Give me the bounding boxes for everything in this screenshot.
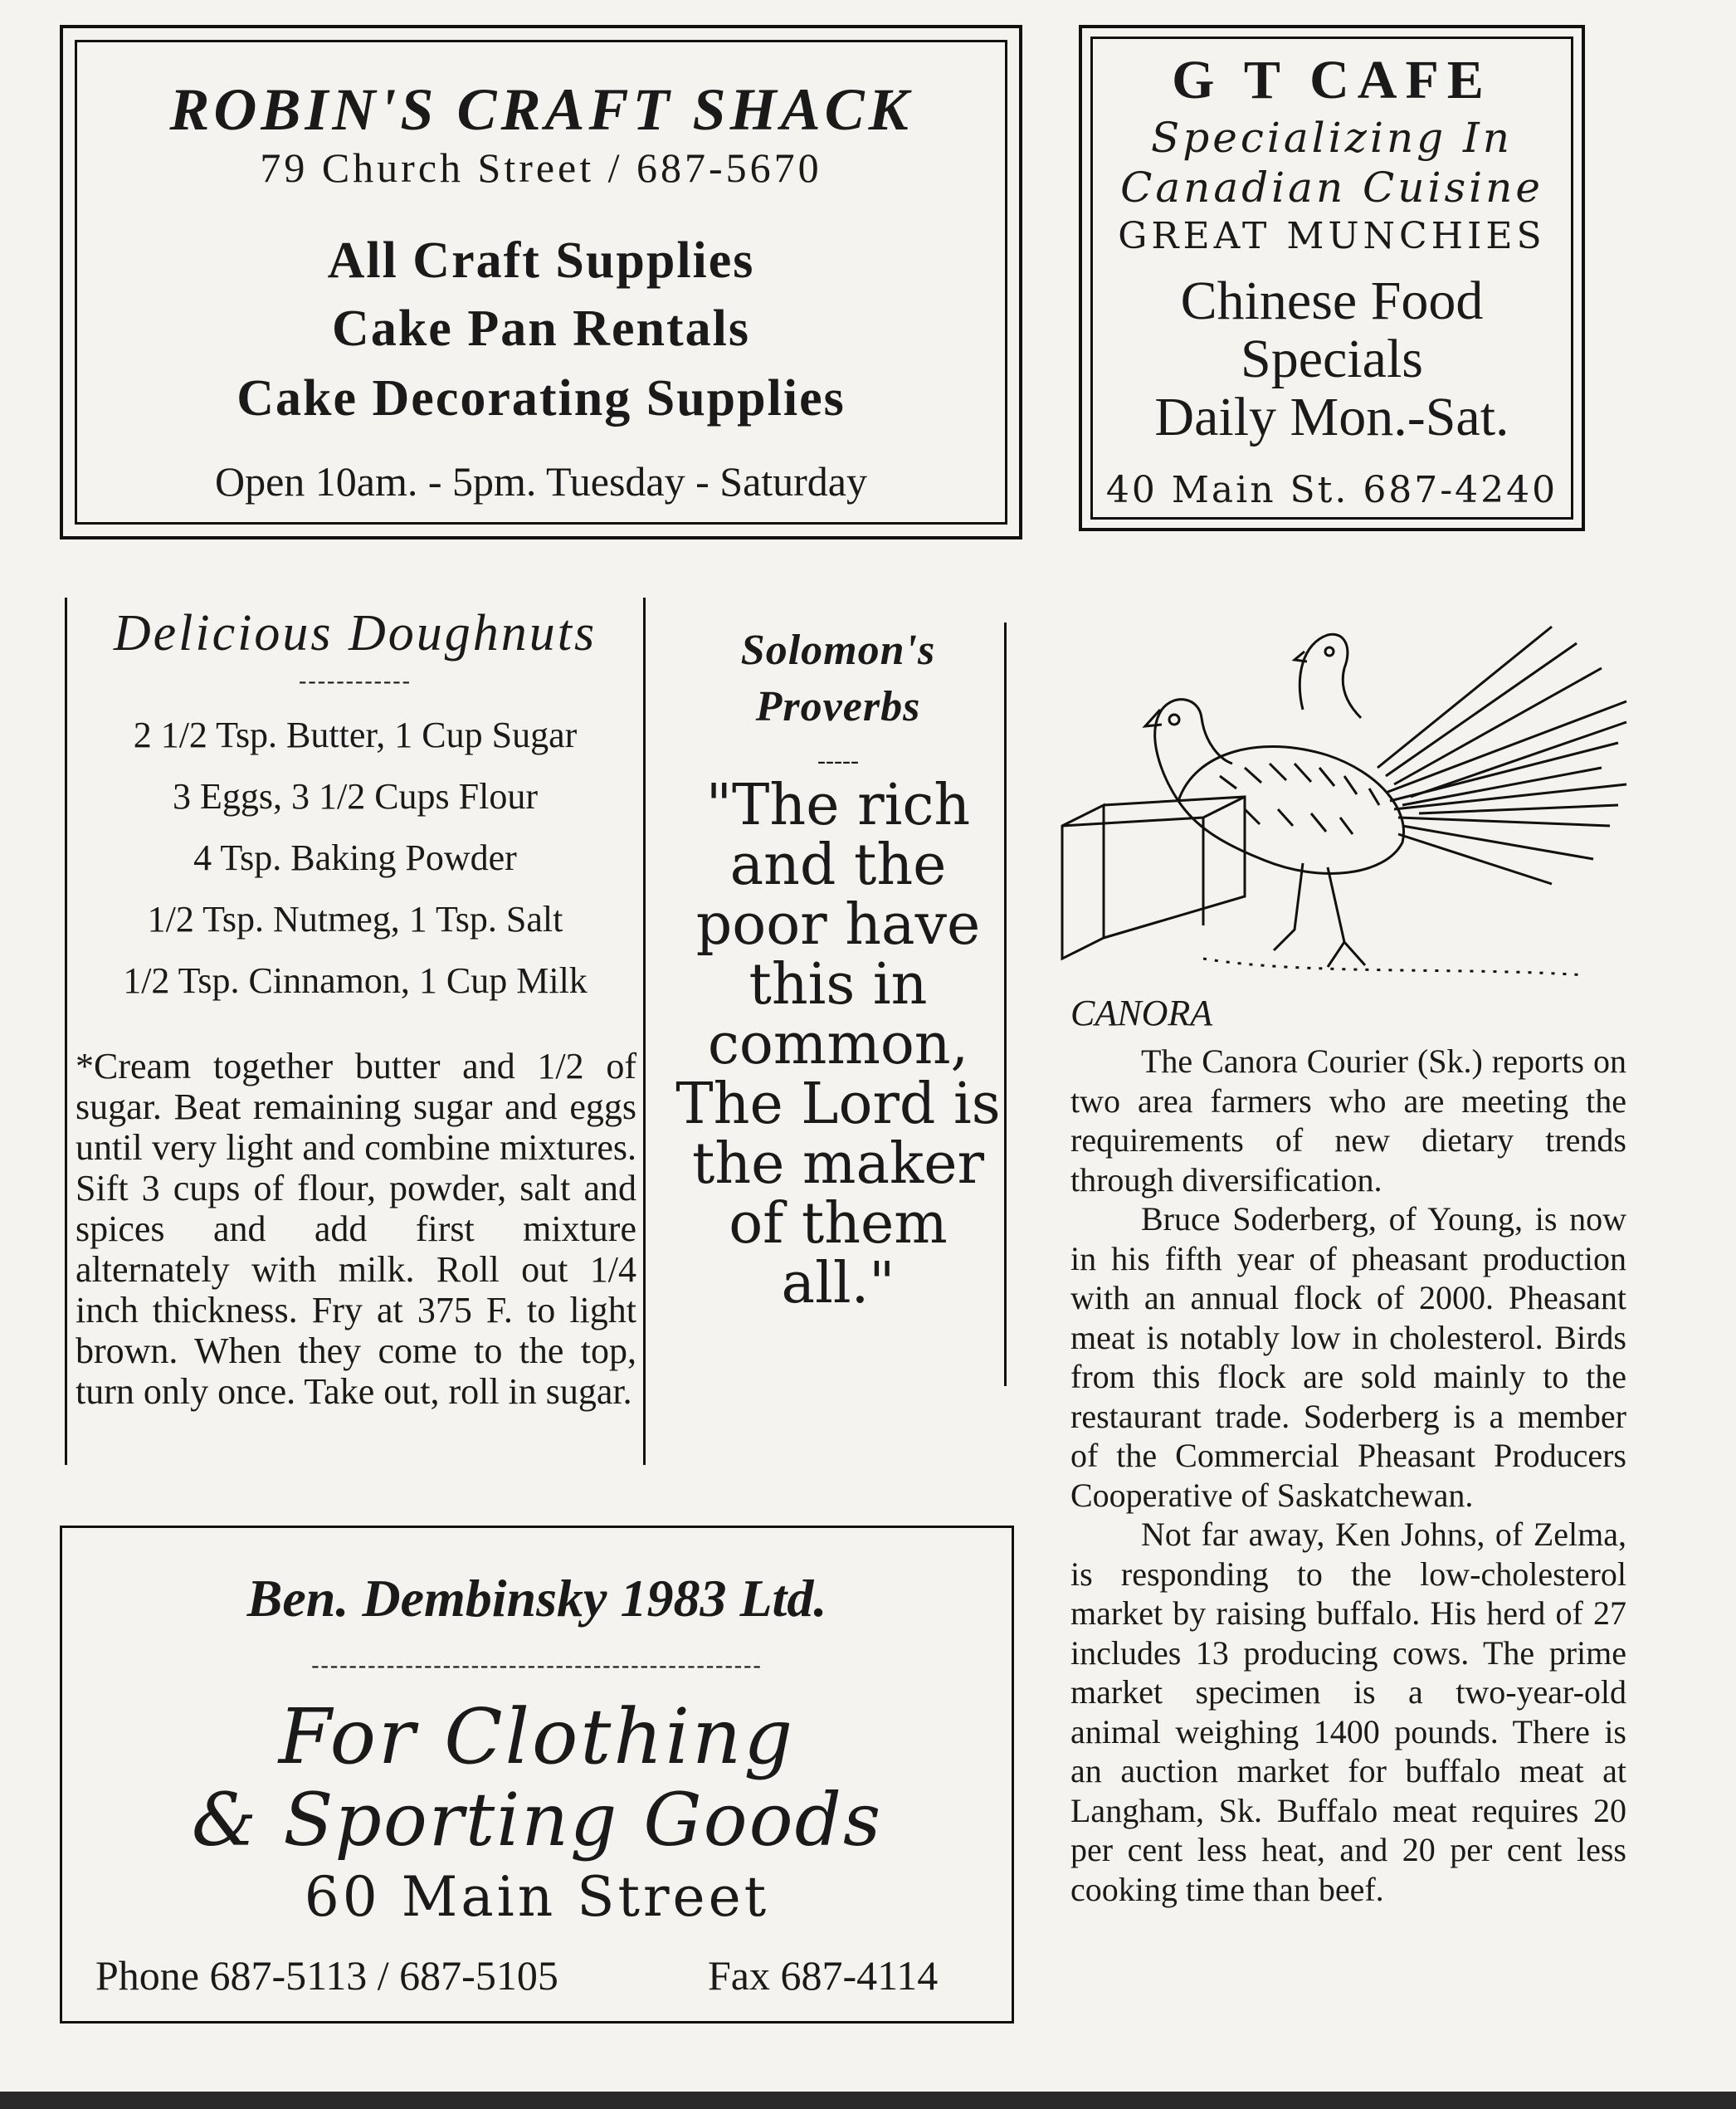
article-paragraph: Not far away, Ken Johns, of Zelma, is responding to the low-cholesterol market by raising buffalo. His herd of 27 includes 13 producing cows. The prime market specimen is a two-year-old animal weighing 1400 pounds. There is an auction market for buffalo meat at Langham, Sk. Buffalo meat requires 20 per cent less heat, and 20 per cent less cooking time than beef.	[1070, 1516, 1626, 1908]
ingredient-line: 2 1/2 Tsp. Butter, 1 Cup Sugar	[133, 715, 578, 755]
robins-line-craft-supplies: All Craft Supplies	[327, 232, 755, 289]
robins-line-cake-decorating: Cake Decorating Supplies	[237, 370, 846, 427]
ingredient-line: 4 Tsp. Baking Powder	[193, 837, 517, 878]
gt-cafe-specializing: Specializing In	[1150, 114, 1514, 162]
proverbs-divider: -----	[817, 747, 859, 774]
gt-cafe-specials: Specials	[1241, 329, 1423, 389]
gt-cafe-ad	[1079, 25, 1585, 531]
dembinsky-divider: ------------------------------------------------	[311, 1653, 763, 1678]
pheasant-illustration	[1054, 610, 1635, 1008]
robins-ad-inner-border	[75, 40, 1007, 525]
gt-cafe-inner-border	[1090, 37, 1573, 520]
gt-cafe-chinese-food: Chinese Food	[1180, 271, 1484, 331]
gt-cafe-cuisine: Canadian Cuisine	[1120, 164, 1543, 212]
robins-craft-shack-ad	[60, 25, 1022, 539]
dembinsky-title: Ben. Dembinsky 1983 Ltd.	[246, 1569, 827, 1628]
canora-heading: CANORA	[1070, 993, 1213, 1033]
robins-title: ROBIN'S CRAFT SHACK	[169, 76, 913, 143]
doughnuts-recipe	[65, 598, 646, 1465]
gt-cafe-address: 40 Main St. 687-4240	[1105, 469, 1558, 511]
article-paragraph: The Canora Courier (Sk.) reports on two area farmers who are meeting the requirements of new dietary trends through diversification.	[1070, 1042, 1626, 1199]
ingredient-line: 1/2 Tsp. Nutmeg, 1 Tsp. Salt	[147, 899, 563, 940]
robins-line-cake-pan-rentals: Cake Pan Rentals	[332, 300, 750, 357]
proverbs-quote: "The rich and the poor have this in common, The Lord is the maker of them all."	[675, 773, 1001, 1316]
dembinsky-address: 60 Main Street	[304, 1865, 770, 1929]
scan-bottom-edge	[0, 2092, 1736, 2109]
ingredient-line: 1/2 Tsp. Cinnamon, 1 Cup Milk	[123, 960, 588, 1001]
proverbs-title-line-1: Solomon's	[740, 627, 936, 674]
dembinsky-sporting-goods: & Sporting Goods	[191, 1777, 883, 1862]
doughnuts-instructions: *Cream together butter and 1/2 of sugar. Beat remaining sugar and eggs until very light and combine mixtures. Sift 3 cups of flour, powder, salt and spices and add first mixture alternately with milk. Roll out 1/4 inch thickness. Fry at 375 F. to light brown. When they come to the top, turn only once. Take out, roll in sugar.	[76, 1046, 636, 1412]
gt-cafe-daily: Daily Mon.-Sat.	[1154, 387, 1509, 447]
dembinsky-ad	[60, 1526, 1014, 2024]
doughnuts-divider: ------------	[299, 668, 412, 694]
pheasant-drawing	[1054, 610, 1635, 1008]
robins-hours: Open 10am. - 5pm. Tuesday - Saturday	[214, 458, 868, 505]
proverbs-box	[672, 622, 1007, 1386]
gt-cafe-title: G T CAFE	[1172, 50, 1492, 110]
gt-cafe-munchies: GREAT MUNCHIES	[1118, 215, 1546, 257]
ingredient-line: 3 Eggs, 3 1/2 Cups Flour	[172, 776, 539, 817]
proverbs-title	[672, 622, 1004, 735]
article-paragraph: Bruce Soderberg, of Young, is now in his fifth year of pheasant production with an annual flock of 2000. Pheasant meat is notably low in cholesterol. Birds from this flock are sold mainly to the restaurant trade. Soderberg is a member of the Commercial Pheasant Producers Cooperative of Saskatchewan.	[1070, 1200, 1626, 1514]
canora-article-body	[1070, 1042, 1626, 1909]
doughnuts-title: Delicious Doughnuts	[113, 605, 597, 662]
dembinsky-fax: Fax 687-4114	[708, 1952, 939, 1999]
proverbs-title-line-2: Proverbs	[755, 683, 921, 730]
dembinsky-phone: Phone 687-5113 / 687-5105	[95, 1952, 558, 1999]
dembinsky-clothing: For Clothing	[278, 1692, 796, 1781]
robins-address: 79 Church Street / 687-5670	[260, 144, 822, 191]
